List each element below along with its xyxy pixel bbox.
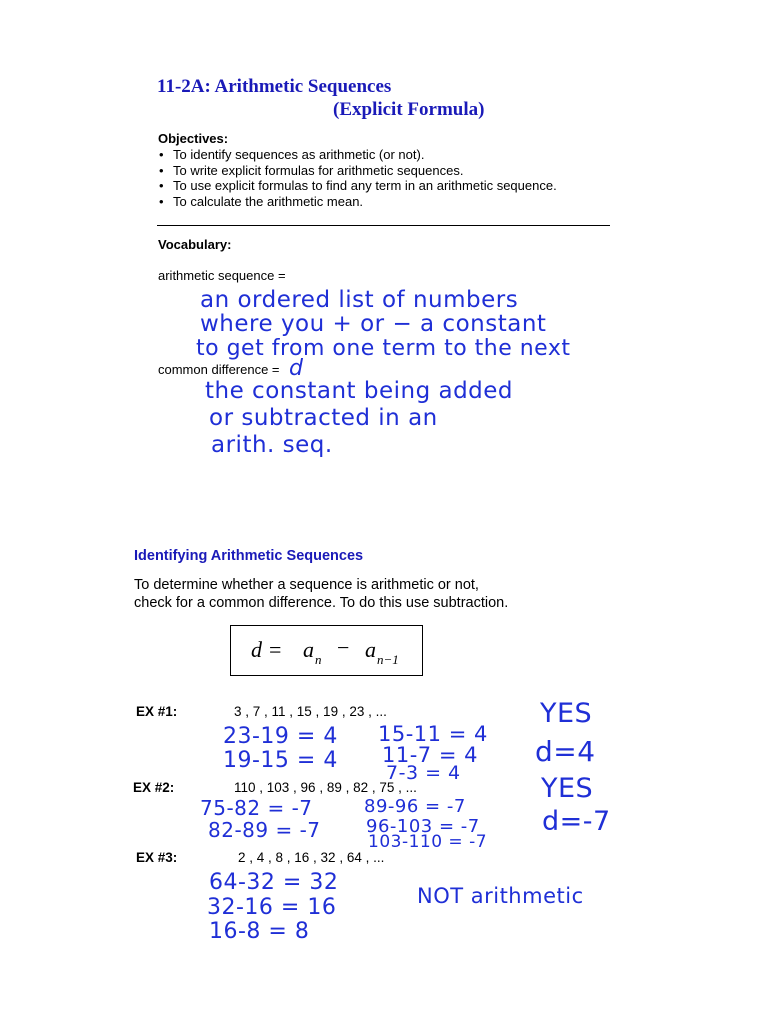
objective-item: • To identify sequences as arithmetic (or not). <box>159 147 425 162</box>
formula-d: d <box>251 637 262 662</box>
formula-a-n: a <box>303 637 314 662</box>
handwritten-work: 96-103 = -7 <box>366 816 480 837</box>
instruction-text-line: check for a common difference. To do this use subtraction. <box>134 595 509 611</box>
handwritten-work: 89-96 = -7 <box>364 796 466 817</box>
vocabulary-heading: Vocabulary: <box>158 237 232 252</box>
handwritten-definition-line: where you + or − a constant <box>200 311 547 337</box>
handwritten-work: 75-82 = -7 <box>200 796 313 820</box>
handwritten-work: 103-110 = -7 <box>368 832 488 852</box>
example-sequence: 2 , 4 , 8 , 16 , 32 , 64 , ... <box>238 850 385 865</box>
handwritten-work: 23-19 = 4 <box>223 724 338 749</box>
handwritten-definition-line: arith. seq. <box>211 432 333 458</box>
handwritten-verdict: d=4 <box>535 735 596 768</box>
formula-subscript-n: n <box>315 652 322 667</box>
example-sequence: 3 , 7 , 11 , 15 , 19 , 23 , ... <box>234 704 387 719</box>
handwritten-work: 82-89 = -7 <box>208 818 321 842</box>
section-heading: Identifying Arithmetic Sequences <box>134 548 364 564</box>
title-line-2: (Explicit Formula) <box>333 99 485 120</box>
bullet-icon: • <box>159 193 164 209</box>
handwritten-definition-line: an ordered list of numbers <box>200 287 519 313</box>
objective-item: • To calculate the arithmetic mean. <box>159 193 364 209</box>
handwritten-work: 11-7 = 4 <box>382 743 478 767</box>
formula-box <box>230 625 423 676</box>
handwritten-work: 32-16 = 16 <box>207 895 337 920</box>
term-common-difference: common difference = <box>158 362 280 377</box>
example-label: EX #2: <box>133 780 175 795</box>
handwritten-verdict: d=-7 <box>542 806 611 837</box>
bullet-icon: • <box>159 162 164 178</box>
formula-minus: − <box>337 635 350 660</box>
formula-equals: = <box>269 637 282 662</box>
example-label: EX #1: <box>136 704 178 719</box>
title-line-1: 11-2A: Arithmetic Sequences <box>157 76 392 97</box>
handwritten-verdict: YES <box>541 773 594 804</box>
bullet-icon: • <box>159 178 164 193</box>
objective-item: • To use explicit formulas to find any term in an arithmetic sequence. <box>159 178 557 193</box>
example-label: EX #3: <box>136 850 178 865</box>
handwritten-work: 7-3 = 4 <box>386 762 461 784</box>
handwritten-work: 16-8 = 8 <box>209 919 310 944</box>
handwritten-verdict: YES <box>540 698 593 729</box>
objective-item: • To write explicit formulas for arithmetic sequences. <box>159 162 464 178</box>
instruction-text-line: To determine whether a sequence is arithmetic or not, <box>134 577 479 593</box>
bullet-icon: • <box>159 147 164 162</box>
handwritten-d-symbol: d <box>289 356 304 381</box>
objectives-list <box>158 147 557 209</box>
handwritten-work: 19-15 = 4 <box>223 748 338 773</box>
formula-subscript-n-minus-1: n−1 <box>377 652 399 667</box>
handwritten-work: 15-11 = 4 <box>378 722 488 746</box>
term-arithmetic-sequence: arithmetic sequence = <box>158 268 286 283</box>
example-sequence: 110 , 103 , 96 , 89 , 82 , 75 , ... <box>234 780 417 795</box>
handwritten-definition-line: the constant being added <box>205 378 514 404</box>
handwritten-work: 64-32 = 32 <box>209 870 339 895</box>
handwritten-verdict: NOT arithmetic <box>417 884 584 908</box>
section-divider <box>157 225 610 226</box>
handwritten-definition-line: or subtracted in an <box>209 405 438 431</box>
handwritten-definition-line: to get from one term to the next <box>196 336 571 361</box>
objectives-heading: Objectives: <box>158 131 229 146</box>
formula-a-n-minus-1: a <box>365 637 376 662</box>
